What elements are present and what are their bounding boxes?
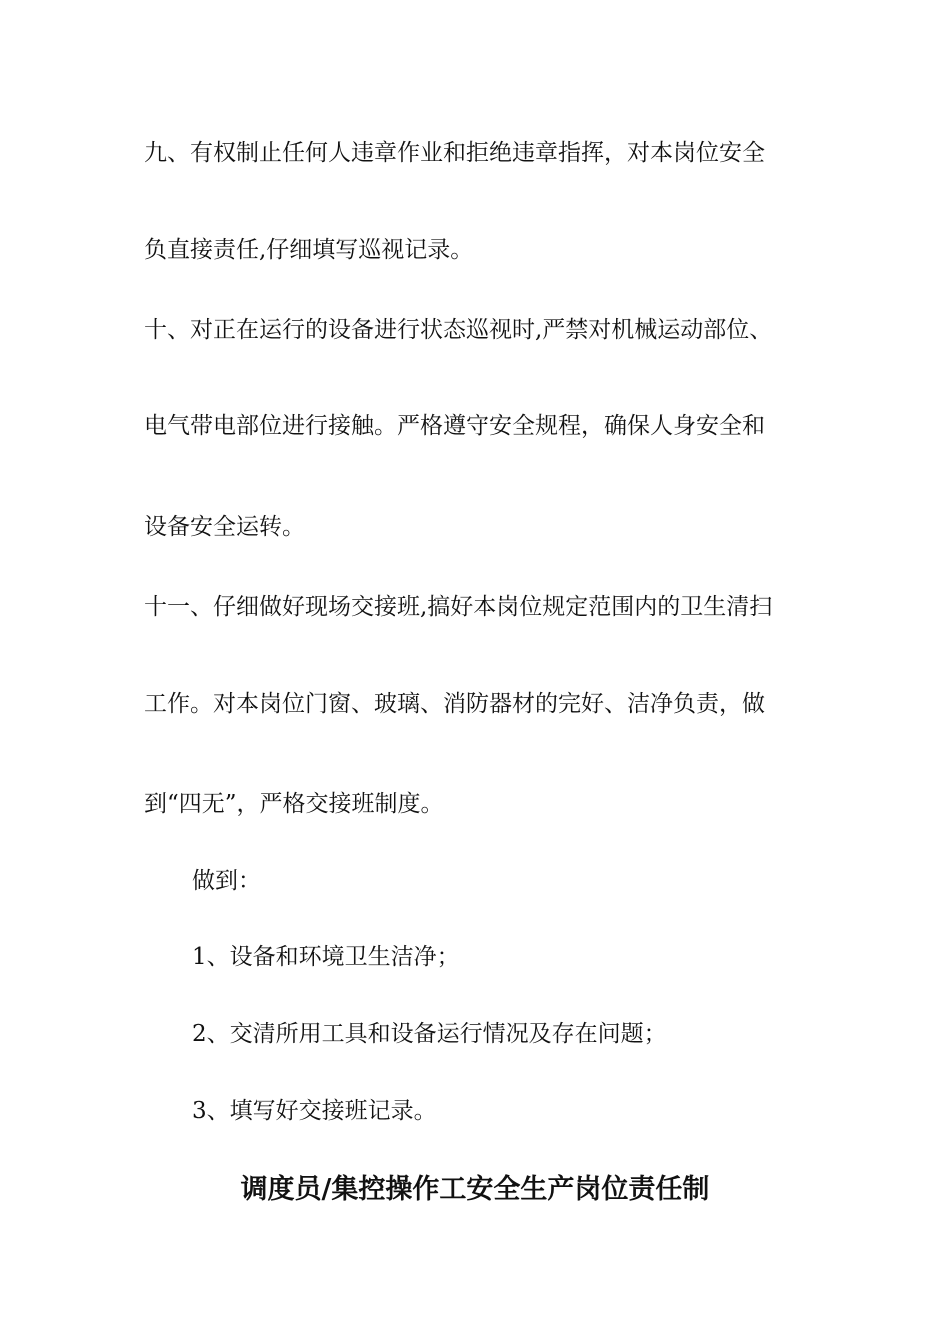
paragraph-10-line-1: 十、对正在运行的设备进行状态巡视时,严禁对机械运动部位、 [144, 317, 773, 343]
requirement-item-3: 3、填写好交接班记录。 [192, 1098, 437, 1124]
section-title: 调度员/集控操作工安全生产岗位责任制 [240, 1174, 710, 1205]
requirements-intro: 做到： [192, 868, 261, 894]
requirement-item-2: 2、交清所用工具和设备运行情况及存在问题； [192, 1021, 667, 1047]
paragraph-9-line-1: 九、有权制止任何人违章作业和拒绝违章指挥，对本岗位安全 [144, 140, 765, 166]
paragraph-9-line-2: 负直接责任,仔细填写巡视记录。 [144, 237, 474, 263]
paragraph-10-line-2: 电气带电部位进行接触。严格遵守安全规程，确保人身安全和 [144, 413, 765, 439]
paragraph-11-line-1: 十一、仔细做好现场交接班,搞好本岗位规定范围内的卫生清扫 [144, 594, 773, 620]
paragraph-11-line-3: 到“四无”，严格交接班制度。 [144, 791, 444, 817]
paragraph-11-line-2: 工作。对本岗位门窗、玻璃、消防器材的完好、洁净负责，做 [144, 691, 765, 717]
requirement-item-1: 1、设备和环境卫生洁净； [192, 944, 460, 970]
paragraph-10-line-3: 设备安全运转。 [144, 514, 305, 540]
